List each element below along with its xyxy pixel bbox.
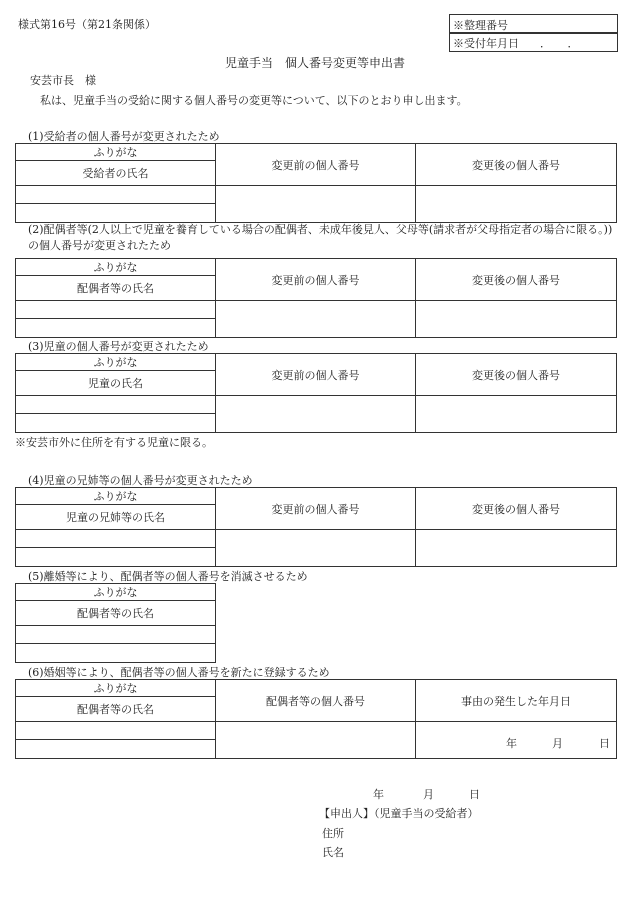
furigana-label: ふりがな xyxy=(16,259,216,276)
before-number-digits[interactable] xyxy=(216,396,416,433)
furigana-label: ふりがな xyxy=(16,144,216,161)
footer-month: 月 xyxy=(423,788,434,801)
addressee: 安芸市長 様 xyxy=(30,74,96,87)
ref-no-label: ※整理番号 xyxy=(453,19,508,32)
section2-heading xyxy=(28,222,620,254)
section5-table xyxy=(15,583,216,663)
intro-text: 私は、児童手当の受給に関する個人番号の変更等について、以下のとおり申し出ます。 xyxy=(40,94,468,107)
form-code: 様式第16号（第21条関係） xyxy=(18,18,156,31)
ref-no-box xyxy=(449,14,618,34)
name-label: 配偶者等の氏名 xyxy=(16,601,216,626)
event-day: 日 xyxy=(599,737,610,750)
before-number-label: 変更前の個人番号 xyxy=(216,488,416,530)
footer-year: 年 xyxy=(373,788,384,801)
event-date-label: 事由の発生した年月日 xyxy=(416,680,617,722)
name-label: 児童の兄姉等の氏名 xyxy=(16,505,216,530)
event-year: 年 xyxy=(506,737,517,750)
section4-table xyxy=(15,487,617,567)
name-entry[interactable] xyxy=(16,319,216,338)
section6-heading: (6)婚姻等により、配偶者等の個人番号を新たに登録するため xyxy=(28,666,330,679)
before-number-label: 変更前の個人番号 xyxy=(216,354,416,396)
section5-heading: (5)離婚等により、配偶者等の個人番号を消滅させるため xyxy=(28,570,308,583)
event-month: 月 xyxy=(552,737,563,750)
section3-note: ※安芸市外に住所を有する児童に限る。 xyxy=(15,436,213,449)
furigana-label: ふりがな xyxy=(16,584,216,601)
after-number-digits[interactable] xyxy=(416,301,617,338)
name-entry[interactable] xyxy=(16,548,216,567)
before-number-digits[interactable] xyxy=(216,186,416,223)
section1-heading: (1)受給者の個人番号が変更されたため xyxy=(28,130,220,143)
name-entry[interactable] xyxy=(16,204,216,223)
event-date-entry[interactable] xyxy=(416,722,617,759)
after-number-digits[interactable] xyxy=(416,530,617,567)
furigana-entry[interactable] xyxy=(16,722,216,740)
before-number-digits[interactable] xyxy=(216,530,416,567)
applicant-label: 【申出人】（児童手当の受給者） xyxy=(319,807,479,820)
after-number-label: 変更後の個人番号 xyxy=(416,488,617,530)
name-entry[interactable] xyxy=(16,644,216,663)
name-label: 配偶者等の氏名 xyxy=(16,276,216,301)
section1-table xyxy=(15,143,617,223)
receipt-date-box xyxy=(449,32,618,52)
after-number-label: 変更後の個人番号 xyxy=(416,259,617,301)
section2-table xyxy=(15,258,617,338)
after-number-label: 変更後の個人番号 xyxy=(416,354,617,396)
furigana-label: ふりがな xyxy=(16,488,216,505)
furigana-entry[interactable] xyxy=(16,530,216,548)
name-label: 配偶者等の氏名 xyxy=(16,697,216,722)
furigana-entry[interactable] xyxy=(16,396,216,414)
receipt-date-label: ※受付年月日 xyxy=(453,37,519,50)
receipt-date-dots: ． ． xyxy=(540,37,579,50)
spouse-number-digits[interactable] xyxy=(216,722,416,759)
page-title: 児童手当 個人番号変更等申出書 xyxy=(224,56,405,70)
name-field-label: 氏名 xyxy=(322,846,344,859)
furigana-label: ふりがな xyxy=(16,680,216,697)
footer-day: 日 xyxy=(469,788,480,801)
furigana-entry[interactable] xyxy=(16,626,216,644)
furigana-label: ふりがな xyxy=(16,354,216,371)
address-label: 住所 xyxy=(322,827,344,840)
spouse-number-label: 配偶者等の個人番号 xyxy=(216,680,416,722)
after-number-digits[interactable] xyxy=(416,396,617,433)
furigana-entry[interactable] xyxy=(16,186,216,204)
section6-table xyxy=(15,679,617,759)
name-label: 児童の氏名 xyxy=(16,371,216,396)
section4-heading: (4)児童の兄姉等の個人番号が変更されたため xyxy=(28,474,253,487)
section3-table xyxy=(15,353,617,433)
name-label: 受給者の氏名 xyxy=(16,161,216,186)
after-number-digits[interactable] xyxy=(416,186,617,223)
name-entry[interactable] xyxy=(16,740,216,759)
furigana-entry[interactable] xyxy=(16,301,216,319)
before-number-label: 変更前の個人番号 xyxy=(216,259,416,301)
after-number-label: 変更後の個人番号 xyxy=(416,144,617,186)
section3-heading: (3)児童の個人番号が変更されたため xyxy=(28,340,209,353)
before-number-label: 変更前の個人番号 xyxy=(216,144,416,186)
before-number-digits[interactable] xyxy=(216,301,416,338)
name-entry[interactable] xyxy=(16,414,216,433)
section2-heading-text: (2)配偶者等(2人以上で児童を養育している場合の配偶者、未成年後見人、父母等(請求者が父母指定者の場合に限る。))の個人番号が変更されたため xyxy=(28,223,613,252)
